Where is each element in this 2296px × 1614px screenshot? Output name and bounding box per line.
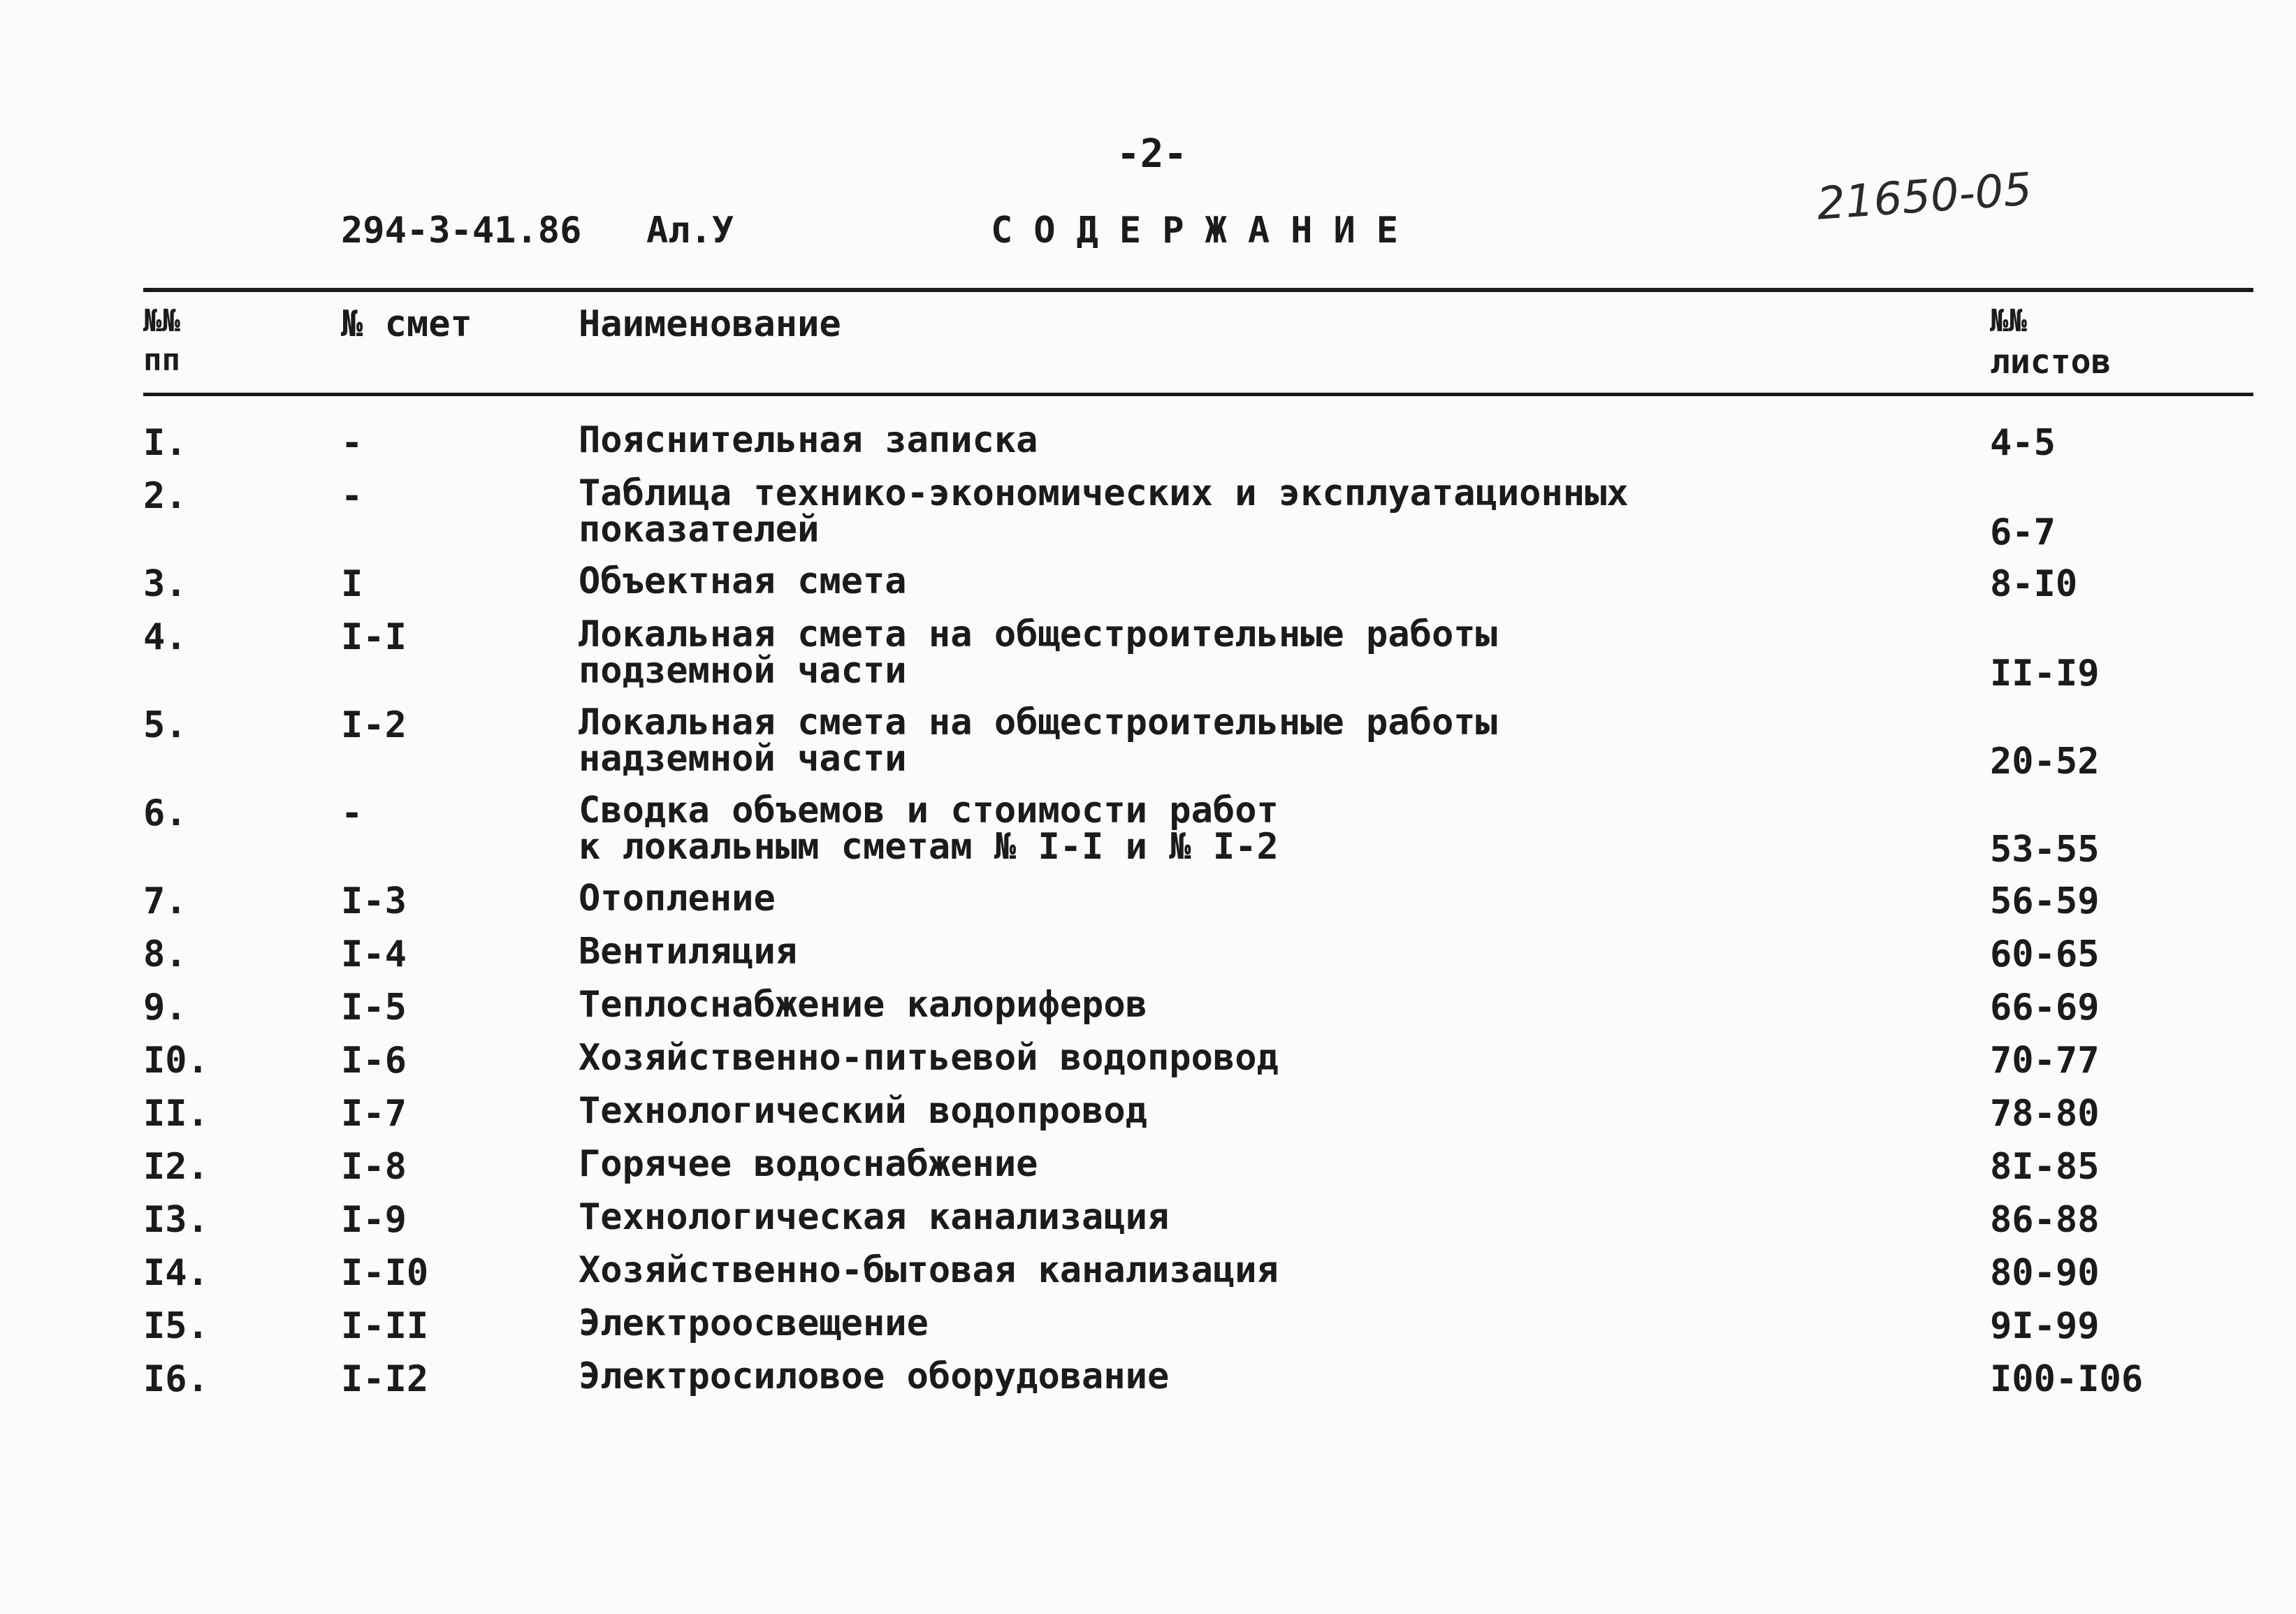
row-smeta: I-6 [341,1040,407,1082]
row-name: Объектная смета [579,560,907,602]
row-name-continued: показателей [579,509,820,551]
row-smeta: I-I2 [341,1358,429,1400]
row-smeta: I-3 [341,880,407,922]
row-sheets: 6-7 [1990,511,2056,553]
row-number: 3. [143,563,187,605]
header-num-line2: пп [143,342,180,378]
doc-code: 294-3-41.86 [341,210,582,252]
row-sheets: 78-80 [1990,1093,2100,1135]
row-name: Электроосвещение [579,1302,929,1344]
row-name-continued: надземной части [579,738,907,780]
row-sheets: 4-5 [1990,422,2056,464]
row-name: Вентиляция [579,931,798,973]
row-number: 5. [143,704,187,746]
row-number: II. [143,1093,209,1135]
row-name: Сводка объемов и стоимости работ [579,790,1279,831]
row-smeta: I-2 [341,704,407,746]
row-sheets: 8I-85 [1990,1146,2100,1188]
header-sheets-line1: №№ [1990,303,2027,339]
row-smeta: - [341,475,363,517]
page-number: -2- [1117,131,1188,177]
row-number: I0. [143,1040,209,1082]
row-name: Локальная смета на общестроительные работы [579,701,1497,743]
row-smeta: I-9 [341,1199,407,1241]
handwritten-number: 21650-05 [1815,163,2034,231]
header-top-rule [143,288,2253,292]
row-sheets: 8-I0 [1990,563,2078,605]
row-number: I6. [143,1358,209,1400]
row-sheets: 53-55 [1990,829,2100,871]
row-name: Электросиловое оборудование [579,1355,1170,1397]
row-number: 4. [143,616,187,658]
row-smeta: I-I0 [341,1252,429,1294]
header-sheets-line2: листов [1990,342,2112,381]
row-sheets: 70-77 [1990,1040,2100,1082]
row-number: 2. [143,475,187,517]
row-sheets: 66-69 [1990,987,2100,1028]
row-name: Локальная смета на общестроительные работы [579,613,1497,655]
row-sheets: 86-88 [1990,1199,2100,1241]
row-smeta: - [341,792,363,834]
row-name: Отопление [579,878,776,919]
page-title: СОДЕРЖАНИЕ [991,210,1420,252]
row-sheets: 60-65 [1990,933,2100,975]
row-sheets: II-I9 [1990,653,2100,695]
row-smeta: I-5 [341,987,407,1028]
row-name: Пояснительная записка [579,419,1038,461]
row-smeta: I-II [341,1305,429,1347]
row-smeta: - [341,422,363,464]
row-sheets: 9I-99 [1990,1305,2100,1347]
row-number: 9. [143,987,187,1028]
row-number: I5. [143,1305,209,1347]
row-number: 7. [143,880,187,922]
row-smeta: I-7 [341,1093,407,1135]
row-name: Теплоснабжение калориферов [579,984,1147,1026]
row-smeta: I-4 [341,933,407,975]
header-bottom-rule [143,393,2253,396]
row-smeta: I [341,563,363,605]
row-number: 6. [143,792,187,834]
row-name: Хозяйственно-питьевой водопровод [579,1037,1279,1079]
row-number: I. [143,422,187,464]
header-name: Наименование [579,303,841,345]
row-smeta: I-8 [341,1146,407,1188]
row-number: 8. [143,933,187,975]
row-sheets: 56-59 [1990,880,2100,922]
header-smeta: № смет [341,303,472,345]
row-sheets: 80-90 [1990,1252,2100,1294]
row-name: Хозяйственно-бытовая канализация [579,1249,1279,1291]
row-number: I4. [143,1252,209,1294]
row-name: Технологический водопровод [579,1090,1147,1132]
row-name: Технологическая канализация [579,1196,1170,1238]
row-name: Горячее водоснабжение [579,1143,1038,1185]
row-sheets: 20-52 [1990,741,2100,783]
row-number: I2. [143,1146,209,1188]
row-name-continued: к локальным сметам № I-I и № I-2 [579,826,1279,868]
row-smeta: I-I [341,616,407,658]
row-name-continued: подземной части [579,650,907,692]
album-label: Ал.У [646,210,734,252]
header-num-line1: №№ [143,303,180,339]
row-number: I3. [143,1199,209,1241]
row-name: Таблица технико-экономических и эксплуатационных [579,472,1629,514]
row-sheets: I00-I06 [1990,1358,2144,1400]
